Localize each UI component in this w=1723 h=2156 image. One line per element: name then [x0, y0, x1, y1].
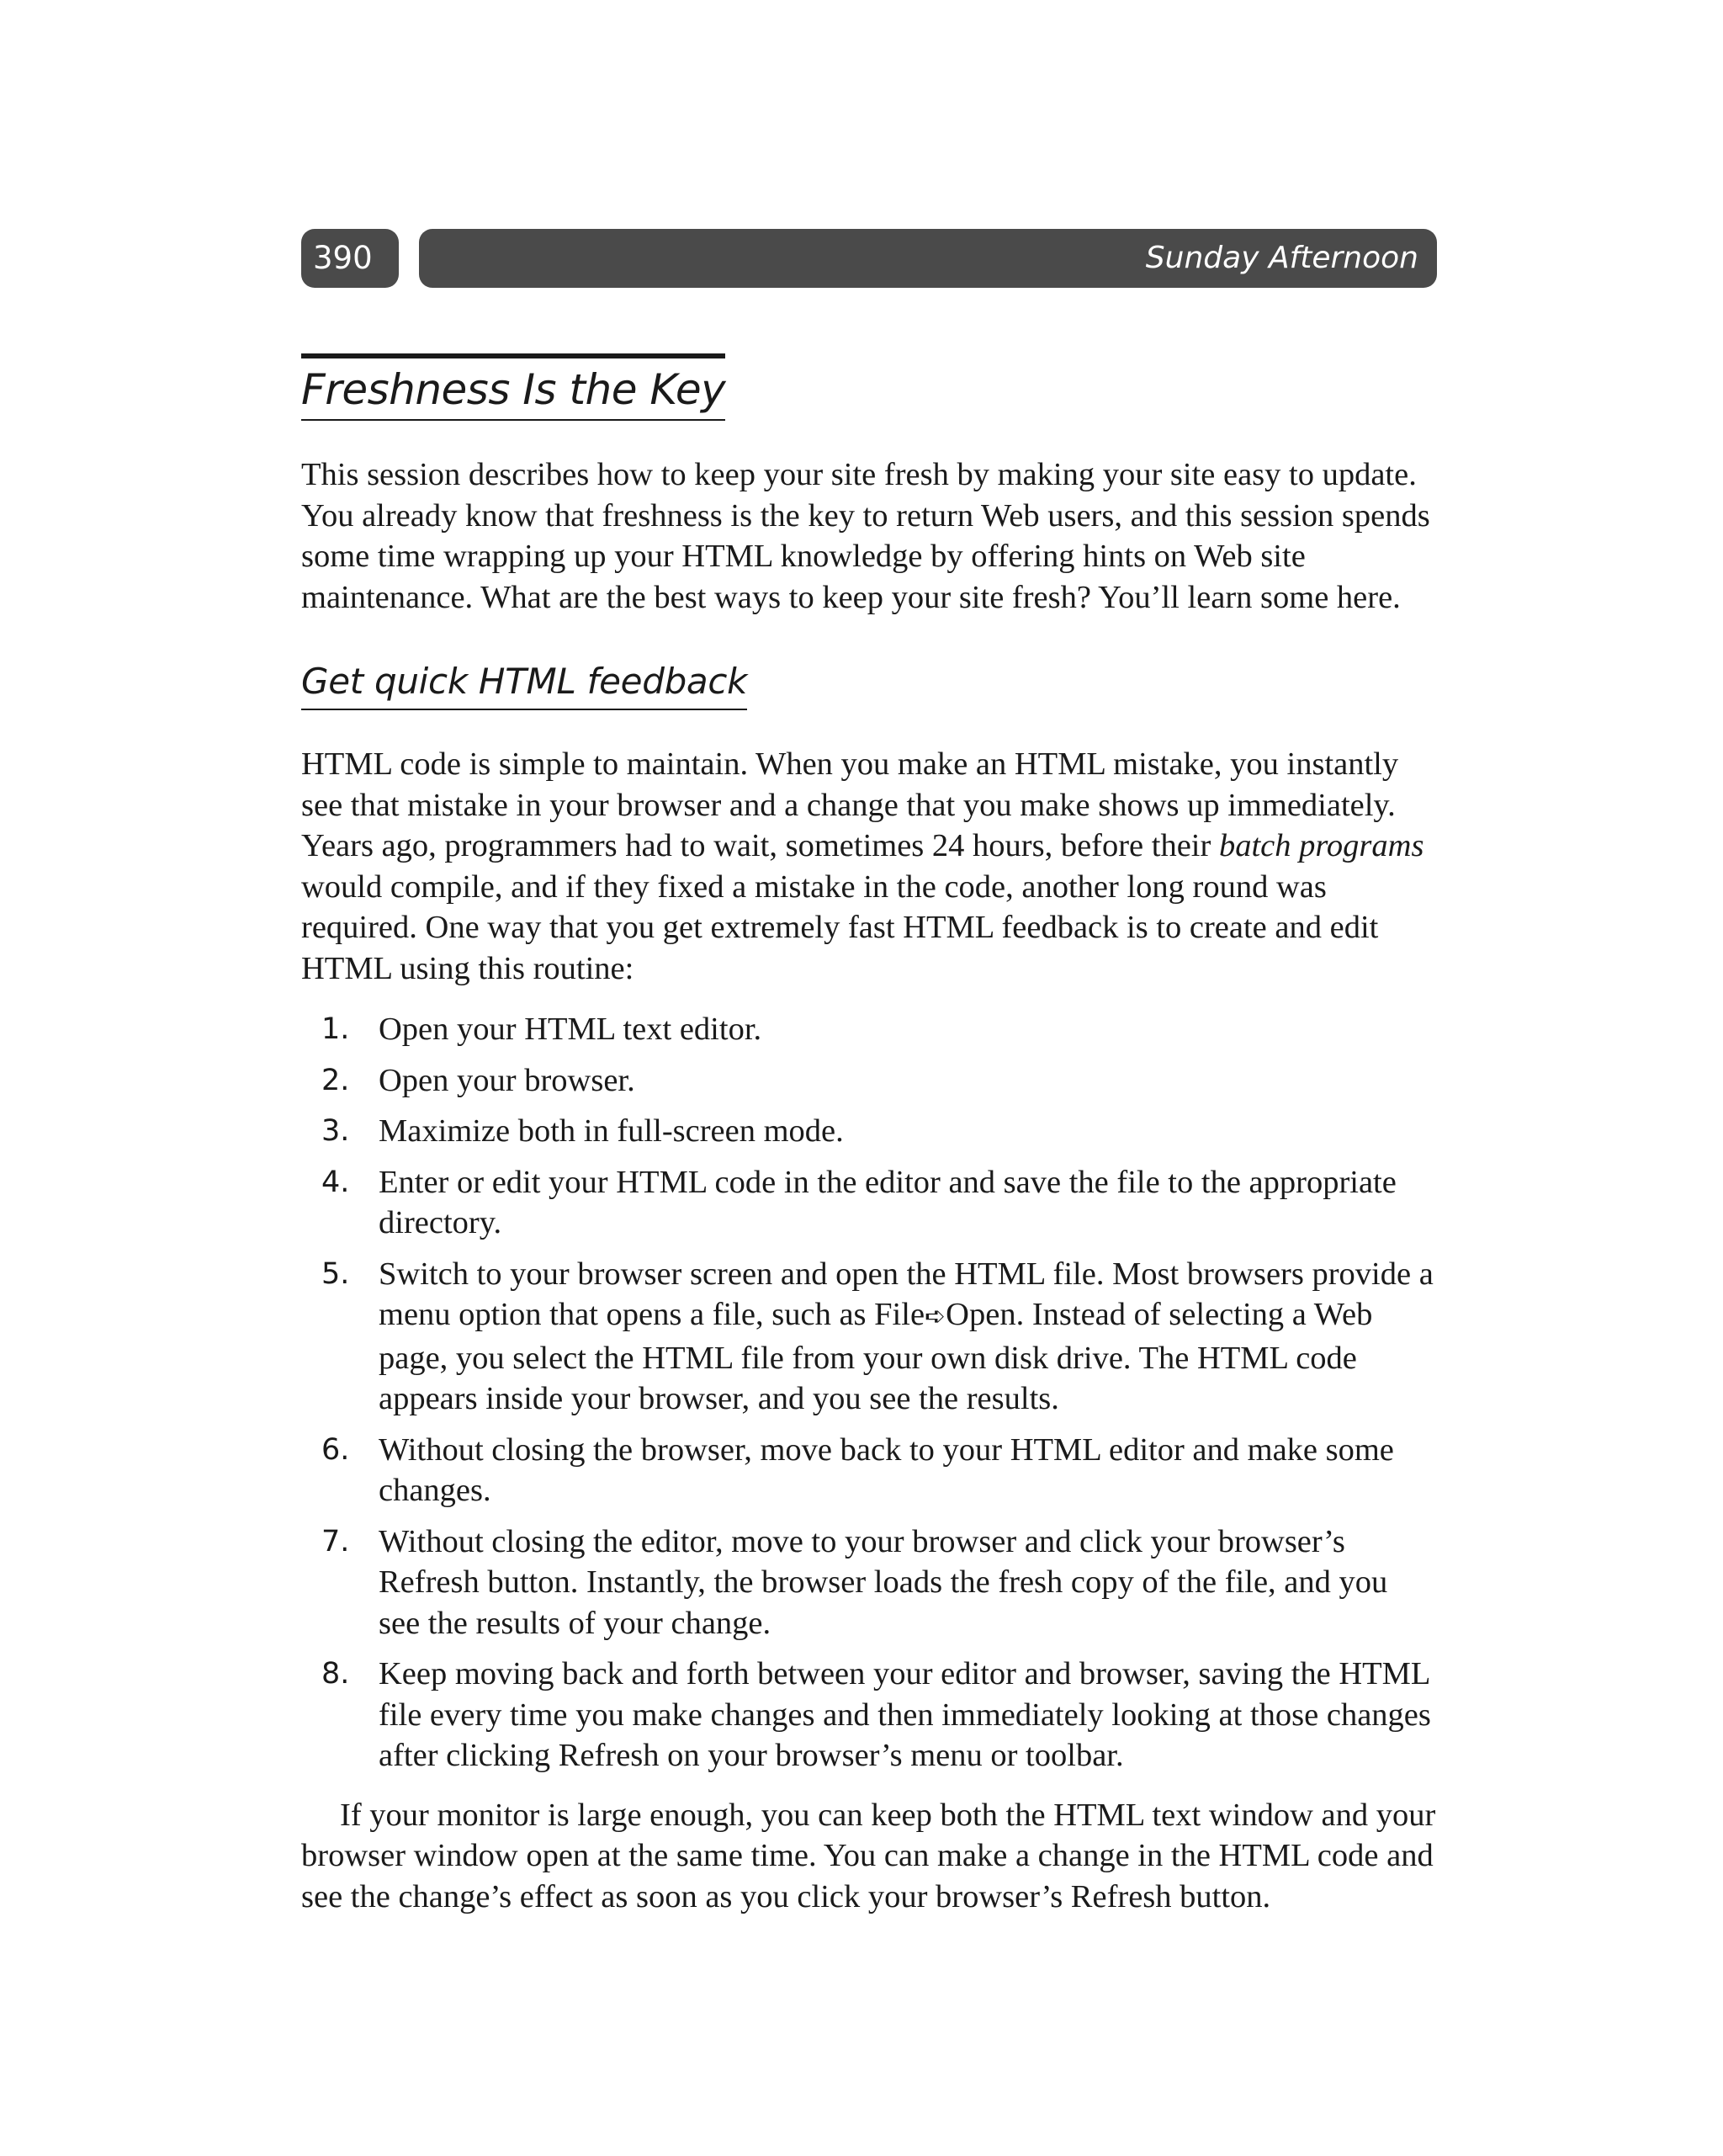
- step-number: 7.: [321, 1524, 350, 1559]
- feedback-text-end: would compile, and if they fixed a mistake in the code, another long round was required. One way that you get extremely fast HTML feedback is to create and edit HTML using this routine:: [301, 868, 1379, 986]
- subsection-heading-wrap: [301, 660, 747, 710]
- step-text: Without closing the editor, move to your browser and click your browser’s Refresh button. Instantly, the browser loads the fresh copy of the file, and you see the results of your change.: [379, 1523, 1388, 1641]
- list-item: [301, 1111, 1437, 1152]
- feedback-text-start: HTML code is simple to maintain. When you make an HTML mistake, you instantly see that mistake in your browser and a change that you make shows up immediately. Years ago, programmers had to wait, sometimes 24 hours, before their: [301, 746, 1399, 863]
- step-text: Keep moving back and forth between your editor and browser, saving the HTML file every time you make changes and then immediately looking at those changes after clicking Refresh on your browser’s menu or toolbar.: [379, 1656, 1431, 1773]
- subsection-heading: Get quick HTML feedback: [301, 661, 748, 702]
- book-page: [301, 229, 1437, 1917]
- list-item: [301, 1060, 1437, 1102]
- menu-arrow-icon: ➪: [925, 1302, 946, 1331]
- list-item: [301, 1162, 1437, 1244]
- step-number: 5.: [321, 1256, 350, 1291]
- step-text: Open your HTML text editor.: [379, 1012, 762, 1047]
- intro-paragraph: This session describes how to keep your site fresh by making your site easy to update. You already know that freshness is the key to return Web users, and this session spends some time wrapping up your HTML knowledge by offering hints on Web site maintenance. What are the best ways to keep your site fresh? You’ll learn some here.: [301, 457, 1430, 615]
- step-number: 4.: [321, 1165, 350, 1199]
- step-number: 1.: [321, 1012, 350, 1046]
- page-header: [301, 229, 1437, 288]
- closing-paragraph: If your monitor is large enough, you can keep both the HTML text window and your browser window open at the same time. You can make a change in the HTML code and see the change’s effect as soon as you click your browser’s Refresh button.: [301, 1797, 1436, 1914]
- list-item: [301, 1654, 1437, 1776]
- step-text: Maximize both in full-screen mode.: [379, 1113, 844, 1149]
- step-number: 2.: [321, 1063, 350, 1097]
- feedback-paragraph: [301, 744, 1437, 989]
- list-item: [301, 1254, 1437, 1420]
- step-number: 3.: [321, 1114, 350, 1148]
- step-number: 6.: [321, 1432, 350, 1467]
- list-item: [301, 1521, 1437, 1644]
- running-head: Sunday Afternoon: [419, 229, 1437, 288]
- step-number: 8.: [321, 1657, 350, 1691]
- step-text: Without closing the browser, move back to your HTML editor and make some changes.: [379, 1431, 1394, 1508]
- step-text-start: Switch to your browser screen and open the HTML file. Most browsers provide a menu option that opens a file, such as File: [379, 1256, 1434, 1332]
- routine-steps-list: [301, 1009, 1437, 1776]
- list-item: [301, 1430, 1437, 1511]
- feedback-italic-term: batch programs: [1218, 828, 1424, 863]
- section-heading: Freshness Is the Key: [301, 365, 726, 414]
- page-number: 390: [301, 229, 399, 288]
- step-text: Open your browser.: [379, 1062, 635, 1098]
- step-text: Enter or edit your HTML code in the editor and save the file to the appropriate directory.: [379, 1164, 1397, 1240]
- step-text-end: Open. Instead of selecting a Web page, you select the HTML file from your own disk drive. The HTML code appears inside your browser, and you see the results.: [379, 1297, 1373, 1416]
- section-heading-wrap: [301, 353, 725, 421]
- list-item: [301, 1009, 1437, 1050]
